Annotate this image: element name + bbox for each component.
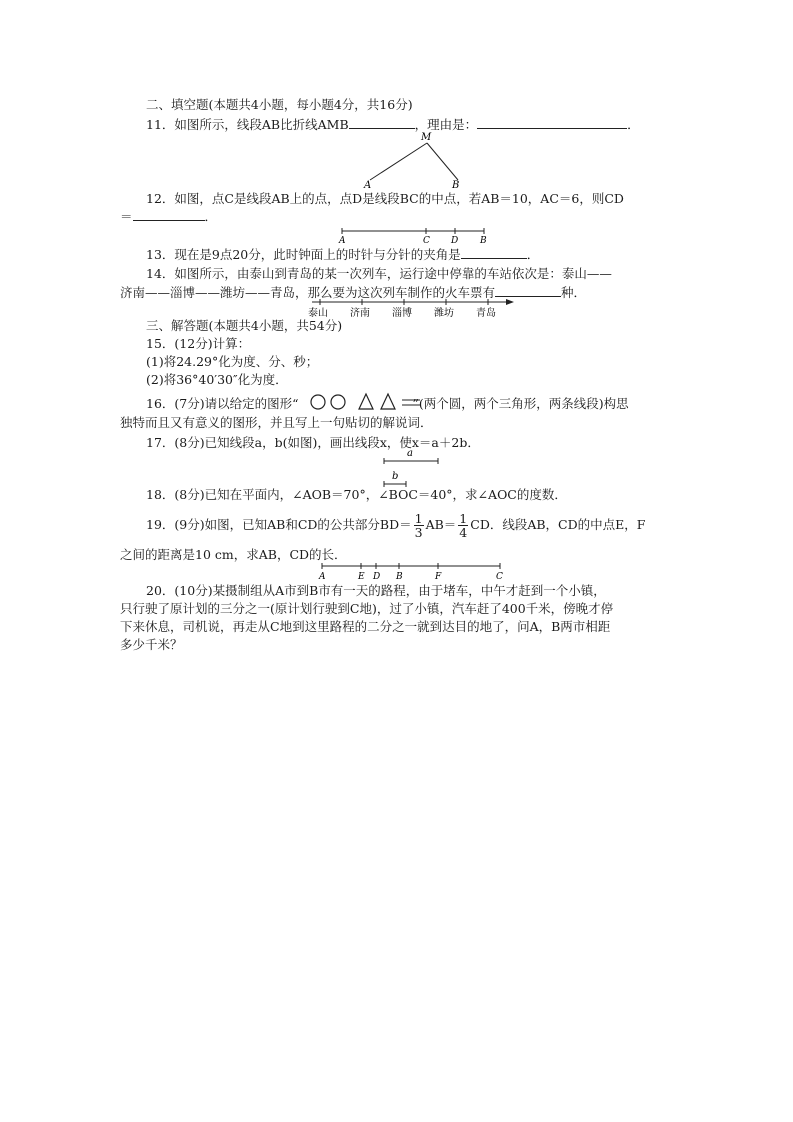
- q11-text-b: ，理由是：: [414, 117, 478, 132]
- q19-label-f: F: [435, 572, 442, 582]
- q15-line1: 15．(12分)计算：: [146, 336, 251, 351]
- q19-frac2-num: 1: [459, 511, 468, 526]
- q14-text: 济南——淄博——潍坊——青岛，那么要为这次列车制作的火车票有: [120, 285, 496, 300]
- q16-text-a: 16．(7分)请以给定的图形“: [146, 396, 299, 411]
- q14-station-2: 济南: [350, 308, 370, 319]
- q19-line2: 之间的距离是10 cm，求AB，CD的长．: [120, 547, 347, 562]
- q16-text-b: ”(两个圆，两个三角形，两条线段)构思: [412, 396, 629, 411]
- q12-equals: ＝: [120, 209, 133, 224]
- q15-line3: (2)将36°40′30″化为度．: [146, 372, 288, 387]
- q17-text: 17．(8分)已知线段a，b(如图)，画出线段x，使x＝a＋2b．: [146, 435, 480, 450]
- q13-period: ．: [526, 247, 540, 262]
- q17-label-a: a: [407, 448, 413, 459]
- q12-label-c: C: [423, 236, 430, 246]
- q14-unit: 种．: [561, 285, 587, 300]
- q19-text-c: CD．线段AB，CD的中点E，F: [470, 517, 646, 532]
- q11-label-b: B: [452, 180, 460, 191]
- q19-label-c: C: [496, 572, 503, 582]
- q14-station-4: 潍坊: [434, 308, 454, 319]
- q18-text: 18．(8分)已知在平面内，∠AOB＝70°，∠BOC＝40°，求∠AOC的度数．: [146, 487, 567, 502]
- q19-frac1-den: 3: [414, 525, 423, 540]
- q11-text-c: ．: [627, 117, 640, 132]
- q19-frac1-num: 1: [414, 511, 423, 526]
- q19-text-a: 19．(9分)如图，已知AB和CD的公共部分BD＝: [146, 517, 412, 532]
- q11-label-a: A: [364, 180, 372, 191]
- q19-label-d: D: [373, 572, 381, 582]
- section2-heading: 二、填空题(本题共4小题，每小题4分，共16分): [146, 97, 413, 112]
- section3-heading: 三、解答题(本题共4小题，共54分): [146, 318, 343, 333]
- q12-label-b: B: [480, 236, 487, 246]
- q14-station-5: 青岛: [476, 308, 496, 319]
- q12-label-d: D: [451, 236, 459, 246]
- q19-text-b: AB＝: [425, 517, 457, 532]
- q20-line3: 下来休息，司机说，再走从C地到这里路程的二分之一就到达目的地了，问A，B两市相距: [120, 619, 611, 634]
- q12-period: ．: [204, 209, 218, 224]
- q17-label-b: b: [392, 471, 399, 482]
- q11-label-m: M: [421, 132, 432, 143]
- q19-label-b: B: [396, 572, 403, 582]
- q12-line1: 12．如图，点C是线段AB上的点，点D是线段BC的中点，若AB＝10，AC＝6，则CD: [146, 191, 624, 206]
- q20-line1: 20．(10分)某摄制组从A市到B市有一天的路程，由于堵车，中午才赶到一个小镇，: [146, 583, 606, 598]
- q15-line2: (1)将24.29°化为度、分、秒；: [146, 354, 319, 369]
- q11-text-a: 11．如图所示，线段AB比折线AMB: [146, 117, 349, 132]
- q20-line4: 多少千米？: [120, 637, 183, 652]
- q20-line2: 只行驶了原计划的三分之一(原计划行驶到C地)，过了小镇，汽车赶了400千米，傍晚才停: [120, 601, 614, 616]
- q13-text: 13．现在是9点20分，此时钟面上的时针与分针的夹角是: [146, 247, 461, 262]
- q19-label-e: E: [358, 572, 365, 582]
- q16-line2: 独特而且又有意义的图形，并且写上一句贴切的解说词．: [120, 415, 433, 430]
- q14-station-1: 泰山: [308, 308, 328, 319]
- q14-station-3: 淄博: [392, 308, 412, 319]
- q19-frac2-den: 4: [459, 525, 468, 540]
- q19-label-a: A: [319, 572, 326, 582]
- q14-line1: 14．如图所示，由泰山到青岛的某一次列车，运行途中停靠的车站依次是：泰山——: [146, 266, 612, 281]
- q12-label-a: A: [339, 236, 346, 246]
